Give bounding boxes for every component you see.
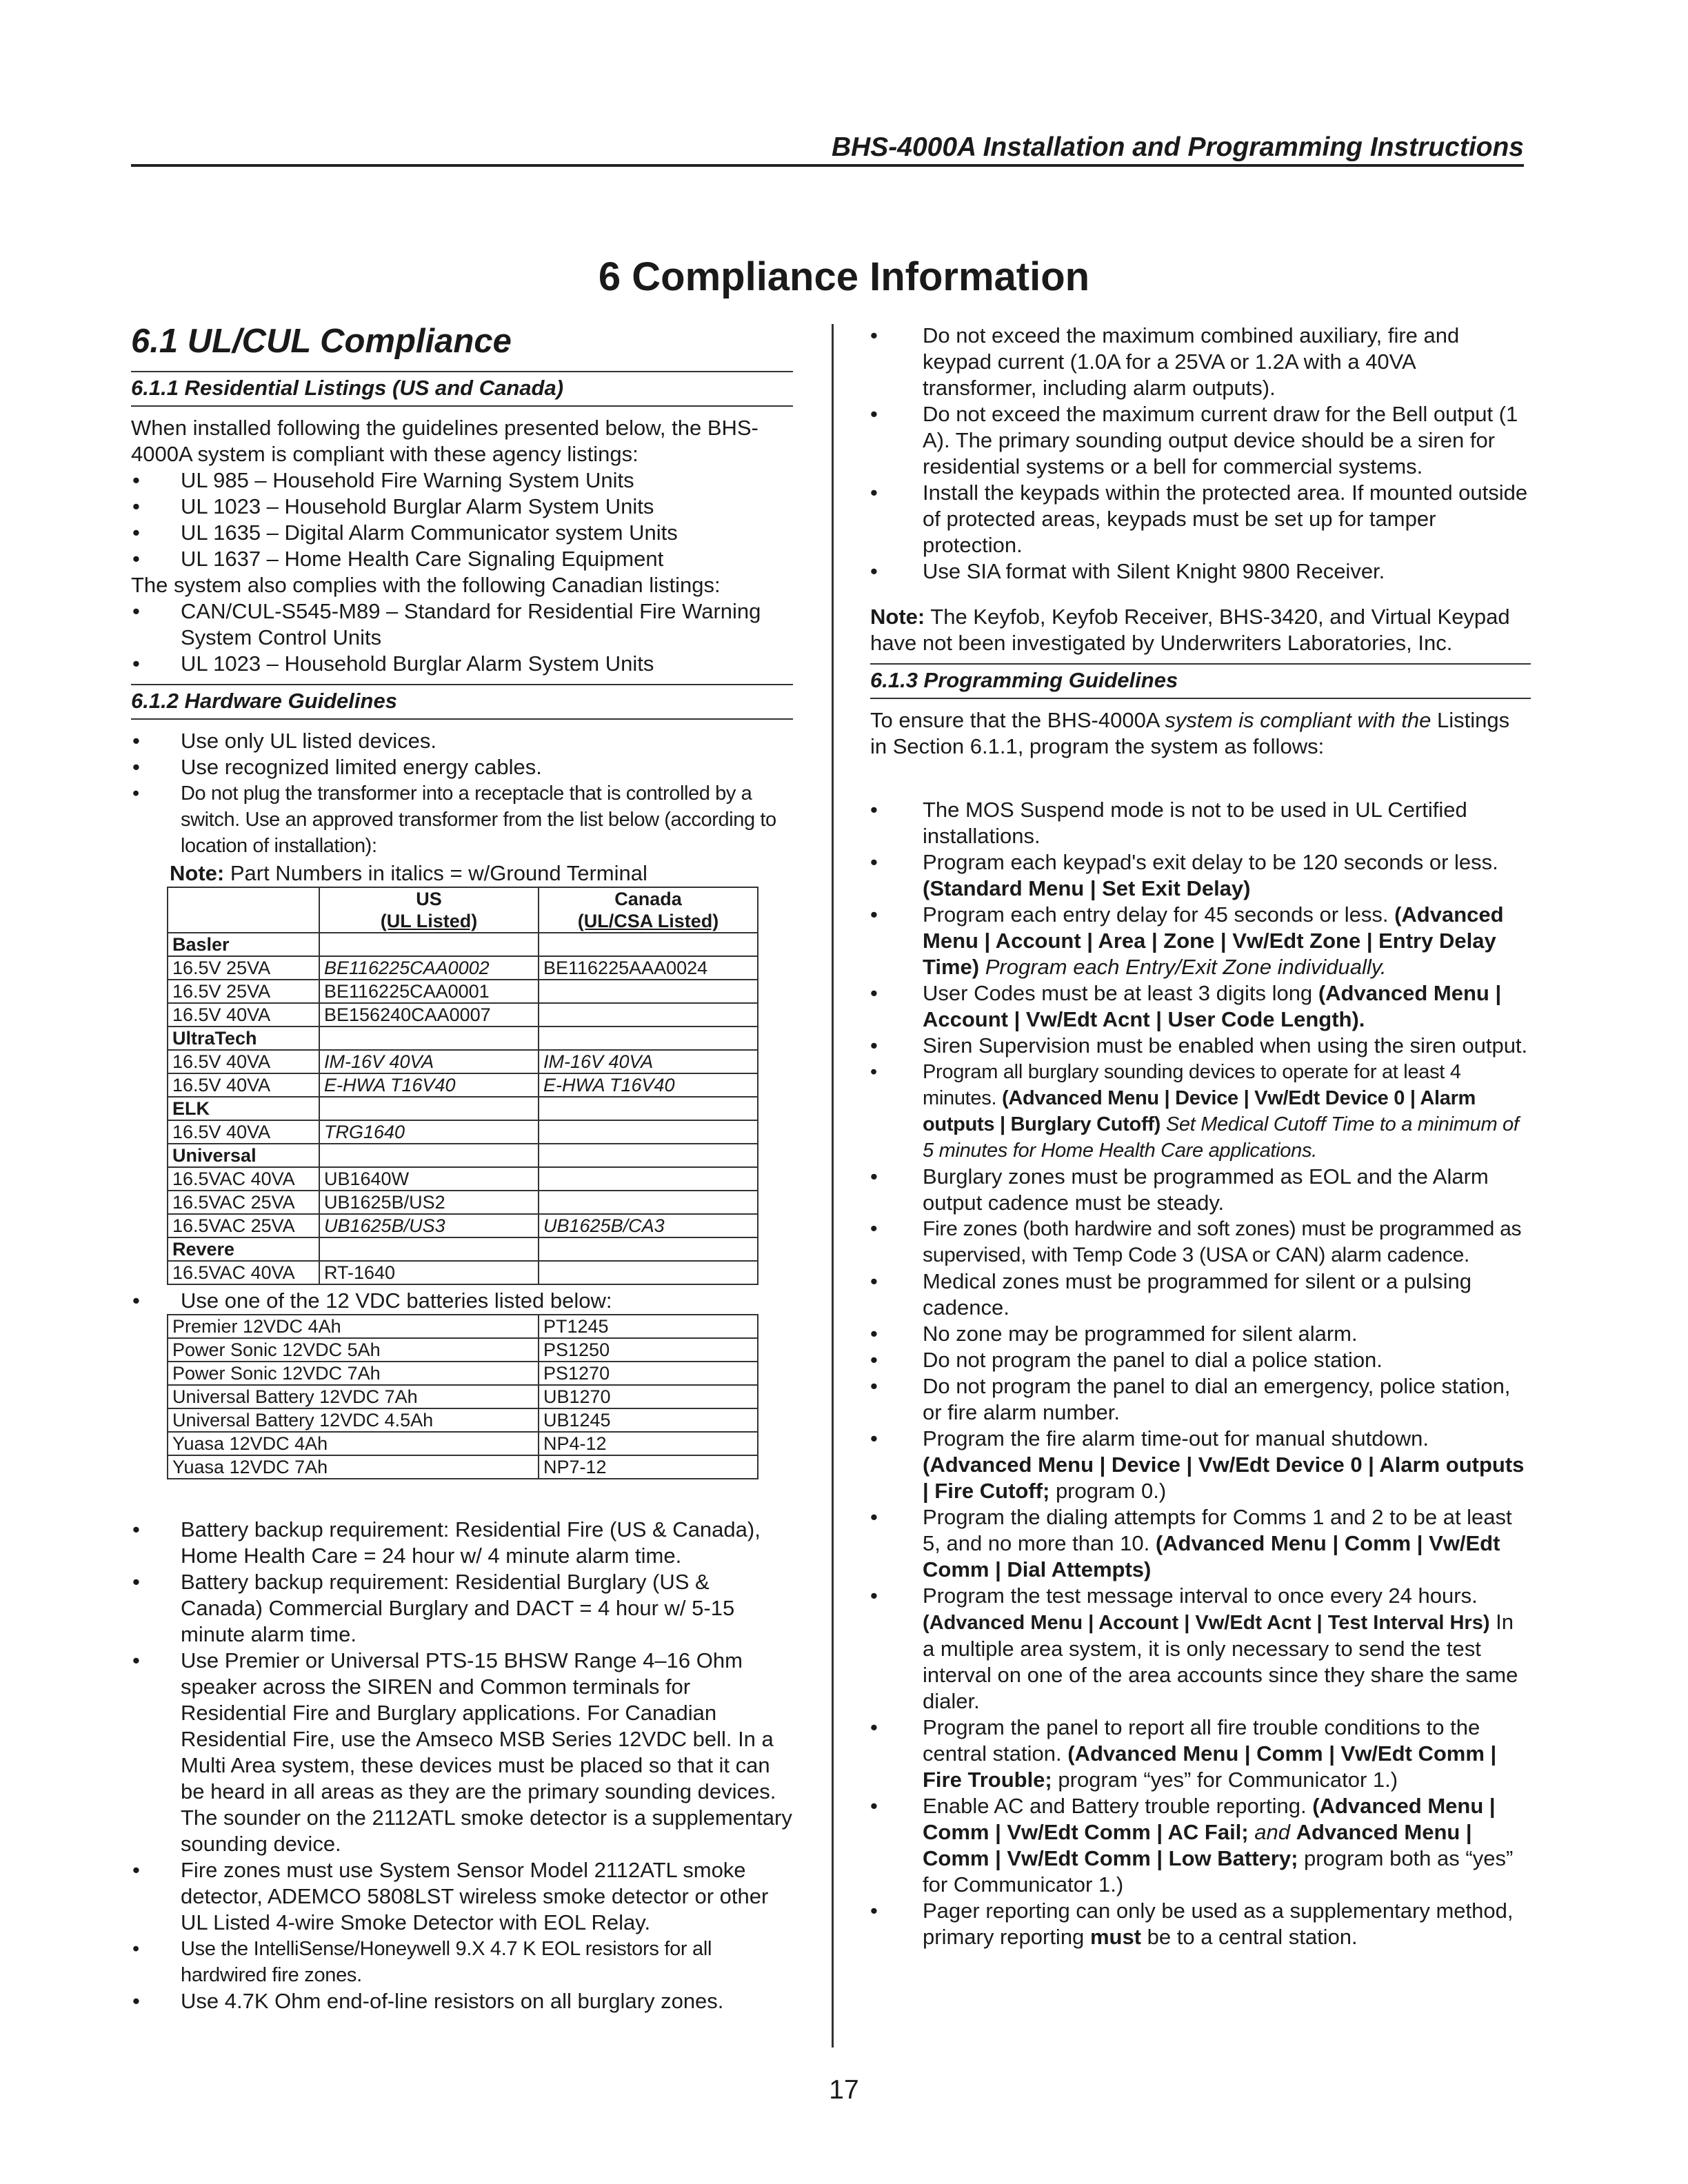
battery-part-cell: UB1245 (539, 1408, 758, 1432)
us-part-cell: UB1640W (319, 1167, 539, 1191)
list-item: • Fire zones must use System Sensor Model 2112ATL smoke detector, ADEMCO 5808LST wireless smoke detector or other UL Listed 4-wire Smoke Detector with EOL Relay. (131, 1857, 793, 1936)
canada-part-cell (539, 1167, 758, 1191)
list-item (870, 1793, 1531, 1898)
list-item: • Use 4.7K Ohm end-of-line resistors on all burglary zones. (131, 1988, 793, 2014)
brand-blank-us (319, 1097, 539, 1120)
list-item: • UL 1023 – Household Burglar Alarm System Units (131, 651, 793, 677)
canada-part-cell (539, 1191, 758, 1214)
list-item: • No zone may be programmed for silent alarm. (870, 1321, 1531, 1347)
battery-table-body (168, 1315, 758, 1479)
table-row (168, 1338, 758, 1362)
us-part-cell: IM-16V 40VA (319, 1050, 539, 1073)
rating-cell: 16.5VAC 40VA (168, 1167, 319, 1191)
battery-part-cell: NP7-12 (539, 1455, 758, 1479)
canada-part-cell (539, 1120, 758, 1144)
us-part-cell: UB1625B/US3 (319, 1214, 539, 1237)
menu-path: (Advanced Menu | Comm | Vw/Edt Comm | AC Fail; (923, 1794, 1496, 1844)
rating-cell: 16.5VAC 40VA (168, 1261, 319, 1284)
us-part-cell: BE116225CAA0002 (319, 956, 539, 980)
header-us-label: US (416, 889, 442, 909)
brand-blank-ca (539, 1097, 758, 1120)
brand-blank-us (319, 1144, 539, 1167)
brand-blank-us (319, 1027, 539, 1050)
list-item: • Fire zones (both hardwire and soft zones) must be programmed as supervised, with Temp Code 3 (USA or CAN) alarm cadence. (870, 1216, 1531, 1268)
list-item (870, 849, 1531, 902)
list-item: • Use Premier or Universal PTS-15 BHSW Range 4–16 Ohm speaker across the SIREN and Common terminals for Residential Fire and Burglary applications. For Canadian Residential Fire, use the Amseco MSB Series 12VDC bell. In a Multi Area system, these devices must be placed so that it can be heard in all areas as they are the primary sounding devices. The sounder on the 2112ATL smoke detector is a supplementary sounding device. (131, 1648, 793, 1857)
battery-name-cell: Yuasa 12VDC 4Ah (168, 1432, 539, 1455)
canada-part-cell (539, 1003, 758, 1027)
note-label: Note: (170, 861, 225, 885)
item-text: Enable AC and Battery trouble reporting. (923, 1794, 1307, 1818)
battery-name-cell: Power Sonic 12VDC 5Ah (168, 1338, 539, 1362)
note-text: Part Numbers in italics = w/Ground Terminal (230, 861, 647, 885)
intro-part-a: To ensure that the BHS-4000A (870, 708, 1159, 732)
table-row (168, 1385, 758, 1408)
list-item (870, 902, 1531, 980)
item-text: Program the dialing attempts for Comms 1 and 2 to be at least 5, and no more than 10. (923, 1505, 1512, 1555)
battery-table (167, 1314, 758, 1479)
list-item: • Do not plug the transformer into a receptacle that is controlled by a switch. Use an approved transformer from the list below (according to location of installation): (131, 780, 793, 859)
chapter-title: 6 Compliance Information (598, 254, 1090, 299)
item-text: program both as “yes” for Communicator 1.) (923, 1846, 1514, 1897)
us-part-cell: TRG1640 (319, 1120, 539, 1144)
item-text: Program each entry delay for 45 seconds or less. (923, 902, 1389, 927)
italics-note (170, 860, 793, 887)
table-row (168, 1073, 758, 1097)
list-item: • UL 1023 – Household Burglar Alarm System Units (131, 494, 793, 520)
brand-row (168, 1027, 758, 1050)
item-text: be to a central station. (1147, 1925, 1358, 1949)
header-us-sub: (UL Listed) (380, 911, 478, 931)
header-blank (168, 887, 319, 933)
left-column (131, 317, 793, 2014)
item-note: Program each Entry/Exit Zone individually. (985, 955, 1387, 979)
list-item: • CAN/CUL-S545-M89 – Standard for Residential Fire Warning System Control Units (131, 598, 793, 651)
running-header: BHS-4000A Installation and Programming Instructions (131, 132, 1524, 167)
list-item: • Battery backup requirement: Residential Burglary (US & Canada) Commercial Burglary and DACT = 4 hour w/ 5-15 minute alarm time. (131, 1569, 793, 1648)
brand-row (168, 1097, 758, 1120)
menu-path: (Advanced Menu | Comm | Vw/Edt Comm | Fire Trouble; (923, 1741, 1497, 1792)
table-row (168, 1120, 758, 1144)
list-item (870, 1715, 1531, 1793)
table-row (168, 1315, 758, 1338)
table-row (168, 956, 758, 980)
list-item: • UL 985 – Household Fire Warning System Units (131, 467, 793, 494)
list-item: • Do not exceed the maximum current draw for the Bell output (1 A). The primary sounding output device should be a siren for residential systems or a bell for commercial systems. (870, 401, 1531, 480)
canada-part-cell (539, 980, 758, 1003)
rating-cell: 16.5VAC 25VA (168, 1191, 319, 1214)
list-item: • Use one of the 12 VDC batteries listed below: (131, 1288, 793, 1314)
us-part-cell: RT-1640 (319, 1261, 539, 1284)
page-number: 17 (829, 2075, 859, 2105)
canada-part-cell (539, 1261, 758, 1284)
rating-cell: 16.5V 25VA (168, 980, 319, 1003)
battery-part-cell: PS1270 (539, 1362, 758, 1385)
battery-name-cell: Premier 12VDC 4Ah (168, 1315, 539, 1338)
menu-path: Advanced Menu | Comm | Vw/Edt Comm | Low Battery; (923, 1820, 1472, 1870)
battery-bullet (131, 1288, 793, 1314)
canada-intro: The system also complies with the following Canadian listings: (131, 573, 721, 597)
item-text: and (1254, 1820, 1290, 1844)
intro-part-c: Listings in Section 6.1.1, program the system as follows: (870, 708, 1510, 758)
list-item: • The MOS Suspend mode is not to be used in UL Certified installations. (870, 797, 1531, 849)
us-part-cell: BE156240CAA0007 (319, 1003, 539, 1027)
battery-name-cell: Yuasa 12VDC 7Ah (168, 1455, 539, 1479)
canada-part-cell: E-HWA T16V40 (539, 1073, 758, 1097)
table-row (168, 1455, 758, 1479)
brand-name: ELK (168, 1097, 319, 1120)
item-text: program 0.) (1055, 1479, 1167, 1503)
list-item: • Do not program the panel to dial an emergency, police station, or fire alarm number. (870, 1373, 1531, 1426)
menu-path: (Advanced Menu | Device | Vw/Edt Device 0 | Alarm outputs | Burglary Cutoff) (923, 1087, 1476, 1135)
table-row (168, 1050, 758, 1073)
battery-part-cell: PS1250 (539, 1338, 758, 1362)
item-text: Program the fire alarm time-out for manual shutdown. (923, 1426, 1429, 1450)
rating-cell: 16.5V 40VA (168, 1120, 319, 1144)
us-part-cell: E-HWA T16V40 (319, 1073, 539, 1097)
transformer-table (167, 887, 758, 1285)
rating-cell: 16.5V 25VA (168, 956, 319, 980)
brand-blank-ca (539, 933, 758, 956)
menu-path: (Standard Menu | Set Exit Delay) (923, 876, 1251, 900)
brand-blank-us (319, 1237, 539, 1261)
table-row (168, 1003, 758, 1027)
battery-part-cell: UB1270 (539, 1385, 758, 1408)
list-item (870, 1426, 1531, 1504)
emphasis: must (1089, 1925, 1142, 1949)
item-text: Pager reporting can only be used as a supplementary method, primary reporting (923, 1899, 1514, 1949)
hardware-requirements (131, 1517, 793, 2014)
list-item: • Burglary zones must be programmed as EOL and the Alarm output cadence must be steady. (870, 1164, 1531, 1216)
item-text: In a multiple area system, it is only necessary to send the test interval on one of the area accounts since they share the same dialer. (923, 1610, 1518, 1713)
brand-name: UltraTech (168, 1027, 319, 1050)
list-item: • Do not exceed the maximum combined auxiliary, fire and keypad current (1.0A for a 25VA or 1.2A with a 40VA transformer, including alarm outputs). (870, 323, 1531, 401)
keyfob-note-text: The Keyfob, Keyfob Receiver, BHS-3420, and Virtual Keypad have not been investigated by Underwriters Laboratories, Inc. (870, 605, 1510, 655)
table-row (168, 1362, 758, 1385)
list-item: • UL 1637 – Home Health Care Signaling Equipment (131, 546, 793, 572)
us-part-cell: BE116225CAA0001 (319, 980, 539, 1003)
list-item: • Use SIA format with Silent Knight 9800 Receiver. (870, 558, 1531, 585)
battery-part-cell: NP4-12 (539, 1432, 758, 1455)
listings-intro: When installed following the guidelines presented below, the BHS-4000A system is compliant with these agency listings: (131, 416, 758, 466)
brand-name: Basler (168, 933, 319, 956)
subsection-6-1-2-title: 6.1.2 Hardware Guidelines (131, 684, 793, 720)
table-row (168, 1432, 758, 1455)
rating-cell: 16.5V 40VA (168, 1050, 319, 1073)
canada-part-cell: UB1625B/CA3 (539, 1214, 758, 1237)
list-item (870, 1504, 1531, 1583)
menu-path: (Advanced Menu | Comm | Vw/Edt Comm | Dial Attempts) (923, 1531, 1500, 1581)
list-item (870, 1583, 1531, 1715)
header-canada (539, 887, 758, 933)
intro-part-b: system is compliant with the (1165, 708, 1431, 732)
battery-part-cell: PT1245 (539, 1315, 758, 1338)
brand-name: Universal (168, 1144, 319, 1167)
programming-guidelines (870, 797, 1531, 1950)
us-part-cell: UB1625B/US2 (319, 1191, 539, 1214)
transformer-table-body (168, 933, 758, 1284)
item-text: Program all burglary sounding devices to operate for at least 4 minutes. (923, 1061, 1461, 1109)
table-header-row (168, 887, 758, 933)
list-item: • Siren Supervision must be enabled when using the siren output. (870, 1033, 1531, 1059)
battery-name-cell: Universal Battery 12VDC 7Ah (168, 1385, 539, 1408)
rating-cell: 16.5VAC 25VA (168, 1214, 319, 1237)
battery-name-cell: Power Sonic 12VDC 7Ah (168, 1362, 539, 1385)
menu-path: (Advanced Menu | Account | Vw/Edt Acnt | User Code Length). (923, 981, 1502, 1031)
list-item: • Do not program the panel to dial a police station. (870, 1347, 1531, 1373)
list-item: • Use recognized limited energy cables. (131, 754, 793, 780)
brand-row (168, 1237, 758, 1261)
table-row (168, 1214, 758, 1237)
right-column (870, 323, 1531, 1950)
column-divider (832, 324, 834, 2048)
subsection-6-1-1-title: 6.1.1 Residential Listings (US and Canada) (131, 371, 793, 407)
brand-blank-us (319, 933, 539, 956)
list-item: • Battery backup requirement: Residential Fire (US & Canada), Home Health Care = 24 hour w/ 4 minute alarm time. (131, 1517, 793, 1569)
keyfob-note (870, 604, 1531, 656)
header-canada-sub: (UL/CSA Listed) (577, 911, 719, 931)
brand-blank-ca (539, 1144, 758, 1167)
canada-listings (131, 598, 793, 677)
list-item: • Use the IntelliSense/Honeywell 9.X 4.7 K EOL resistors for all hardwired fire zones. (131, 1936, 793, 1988)
subsection-6-1-3-title: 6.1.3 Programming Guidelines (870, 663, 1531, 699)
brand-row (168, 1144, 758, 1167)
item-text: Program each keypad's exit delay to be 120 seconds or less. (923, 850, 1498, 874)
item-text: program “yes” for Communicator 1.) (1058, 1768, 1398, 1792)
section-6-1-title: 6.1 UL/CUL Compliance (131, 323, 512, 360)
list-item (870, 1059, 1531, 1164)
menu-path: (Advanced Menu | Account | Vw/Edt Acnt | Test Interval Hrs) (923, 1612, 1490, 1634)
canada-part-cell: IM-16V 40VA (539, 1050, 758, 1073)
menu-path: (Advanced Menu | Account | Area | Zone | Vw/Edt Zone | Entry Delay Time) (923, 902, 1504, 979)
item-text: Program the panel to report all fire trouble conditions to the central station. (923, 1715, 1480, 1766)
programming-intro (870, 707, 1531, 760)
list-item: • Install the keypads within the protected area. If mounted outside of protected areas, keypads must be set up for tamper protection. (870, 480, 1531, 558)
us-listings (131, 467, 793, 572)
item-note: Set Medical Cutoff Time to a minimum of 5 minutes for Home Health Care applications. (923, 1113, 1519, 1162)
brand-row (168, 933, 758, 956)
table-row (168, 1191, 758, 1214)
hardware-bullets-continued (870, 323, 1531, 585)
menu-path: (Advanced Menu | Device | Vw/Edt Device 0 | Alarm outputs | Fire Cutoff; (923, 1453, 1525, 1503)
header-canada-label: Canada (614, 889, 682, 909)
table-row (168, 980, 758, 1003)
list-item: • Use only UL listed devices. (131, 728, 793, 754)
rating-cell: 16.5V 40VA (168, 1073, 319, 1097)
table-row (168, 1167, 758, 1191)
header-us (319, 887, 539, 933)
table-row (168, 1408, 758, 1432)
hardware-bullets (131, 728, 793, 859)
canada-part-cell: BE116225AAA0024 (539, 956, 758, 980)
item-text: Program the test message interval to once every 24 hours. (923, 1584, 1478, 1608)
brand-name: Revere (168, 1237, 319, 1261)
list-item: • UL 1635 – Digital Alarm Communicator system Units (131, 520, 793, 546)
keyfob-note-label: Note: (870, 605, 925, 629)
list-item: • Medical zones must be programmed for silent or a pulsing cadence. (870, 1268, 1531, 1321)
rating-cell: 16.5V 40VA (168, 1003, 319, 1027)
brand-blank-ca (539, 1027, 758, 1050)
brand-blank-ca (539, 1237, 758, 1261)
item-text: User Codes must be at least 3 digits long (923, 981, 1313, 1005)
list-item (870, 1898, 1531, 1950)
list-item (870, 980, 1531, 1033)
battery-name-cell: Universal Battery 12VDC 4.5Ah (168, 1408, 539, 1432)
table-row (168, 1261, 758, 1284)
